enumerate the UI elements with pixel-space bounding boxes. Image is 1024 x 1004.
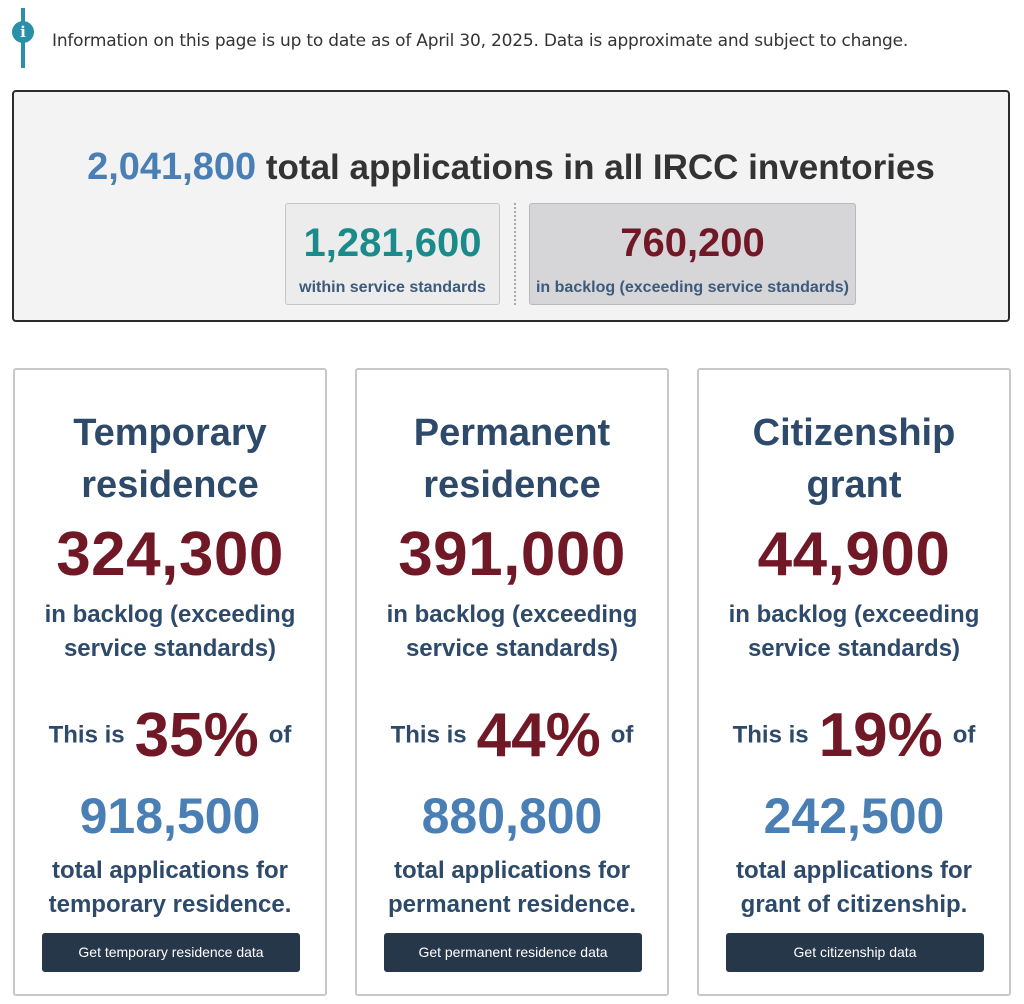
total-applications-value: 2,041,800 [87,146,257,188]
backlog-box [529,203,856,305]
backlog-label: in backlog (exceeding service standards) [535,279,849,296]
card-total-label-line: grant of citizenship. [740,891,968,918]
card-title [357,407,667,511]
card-title [699,407,1009,511]
card-backlog-value: 391,000 [398,520,626,589]
card-percent: 19% [818,701,943,770]
card-backlog-label [35,598,305,666]
card-title-line: residence [81,464,259,506]
card-total-label-line: total applications for [393,857,630,884]
total-applications-label: total applications in all IRCC inventories [265,148,935,187]
card-total-value: 242,500 [763,788,945,844]
card-percent: 44% [476,701,601,770]
info-icon: i [12,21,34,43]
card-total-label-line: permanent residence. [387,891,637,918]
card-title-line: Citizenship [752,412,956,454]
card-backlog-label-line: service standards) [747,635,961,662]
card-backlog-label-line: in backlog (exceeding [44,601,296,628]
get-permanent-residence-data-button[interactable]: Get permanent residence data [384,933,642,972]
card-backlog-label-line: in backlog (exceeding [728,601,980,628]
this-is-text: This is [732,721,809,749]
card-title-line: Permanent [413,412,611,454]
card-total-label [25,854,315,922]
of-text: of [952,721,976,749]
card-total-label-line: temporary residence. [48,891,292,918]
card-percent-row [699,700,1009,780]
card-percent-row [357,700,667,780]
card-backlog-label-line: in backlog (exceeding [386,601,638,628]
this-is-text: This is [48,721,125,749]
this-is-text: This is [390,721,467,749]
of-text: of [610,721,634,749]
card-total-label [709,854,999,922]
card-total-value: 880,800 [421,788,603,844]
card-title [15,407,325,511]
card-percent: 35% [134,701,259,770]
summary-headline [14,146,1008,189]
notice-text: Information on this page is up to date as of April 30, 2025. Data is approximate and subject to change. [52,31,909,51]
within-standards-box [285,203,500,305]
card-backlog-label [719,598,989,666]
card-title-line: residence [423,464,601,506]
card-title-line: Temporary [73,412,267,454]
within-standards-label: within service standards [299,279,486,296]
card-backlog-label [377,598,647,666]
backlog-value: 760,200 [620,221,765,265]
get-temporary-residence-data-button[interactable]: Get temporary residence data [42,933,300,972]
card-title-line: grant [806,464,902,506]
card-backlog-label-line: service standards) [405,635,619,662]
card-total-label-line: total applications for [735,857,972,884]
inventory-summary [12,90,1010,322]
card-temporary-residence [13,368,327,996]
card-citizenship-grant [697,368,1011,996]
card-total-label [367,854,657,922]
within-standards-value: 1,281,600 [303,221,482,265]
card-total-value: 918,500 [79,788,261,844]
of-text: of [268,721,292,749]
card-percent-row [15,700,325,780]
summary-divider [514,203,516,305]
card-backlog-label-line: service standards) [63,635,277,662]
get-citizenship-data-button[interactable]: Get citizenship data [726,933,984,972]
card-permanent-residence [355,368,669,996]
card-backlog-value: 44,900 [757,520,951,589]
card-total-label-line: total applications for [51,857,288,884]
card-backlog-value: 324,300 [56,520,284,589]
info-notice [12,8,1002,68]
